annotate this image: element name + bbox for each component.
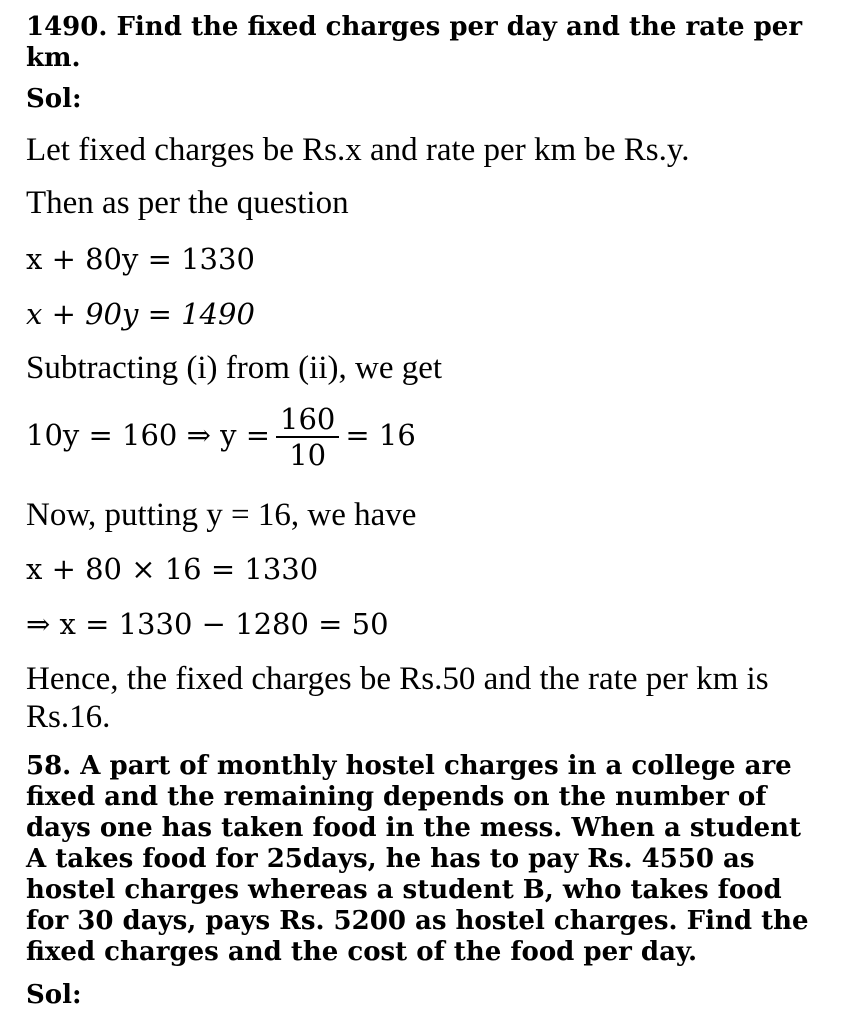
solution-text-question: Then as per the question xyxy=(26,185,349,221)
equation-3-right: = 16 xyxy=(345,418,416,452)
solution-label-58: Sol: xyxy=(26,980,82,1010)
fraction-numerator: 160 xyxy=(276,402,339,438)
equation-2: x + 90y = 1490 xyxy=(26,297,255,331)
equation-4: x + 80 × 16 = 1330 xyxy=(26,552,319,586)
fraction xyxy=(276,402,339,472)
solution-text-subtracting: Subtracting (i) from (ii), we get xyxy=(26,350,443,386)
solution-label-1490: Sol: xyxy=(26,84,82,114)
solution-text-assumption: Let fixed charges be Rs.x and rate per km be Rs.y. xyxy=(26,132,690,168)
equation-5: ⇒ x = 1330 − 1280 = 50 xyxy=(26,607,389,641)
solution-conclusion: Hence, the fixed charges be Rs.50 and the rate per km is Rs.16. xyxy=(26,661,769,735)
equation-3 xyxy=(26,402,416,472)
equation-1: x + 80y = 1330 xyxy=(26,242,255,276)
equation-3-left: 10y = 160 ⇒ y = xyxy=(26,418,271,452)
question-1490-heading: 1490. Find the fixed charges per day and the rate per km. xyxy=(26,12,803,73)
solution-text-putting: Now, putting y = 16, we have xyxy=(26,497,417,533)
question-58-heading: 58. A part of monthly hostel charges in a college are fixed and the remaining depends on the number of days one has taken food in the mess. When a student A takes food for 25days, he has to pay Rs. 4550 as hostel charges whereas a student B, who takes food for 30 days, pays Rs. 5200 as hostel charges. Find the fixed charges and the cost of the food per day. xyxy=(26,751,809,967)
fraction-denominator: 10 xyxy=(289,438,327,472)
